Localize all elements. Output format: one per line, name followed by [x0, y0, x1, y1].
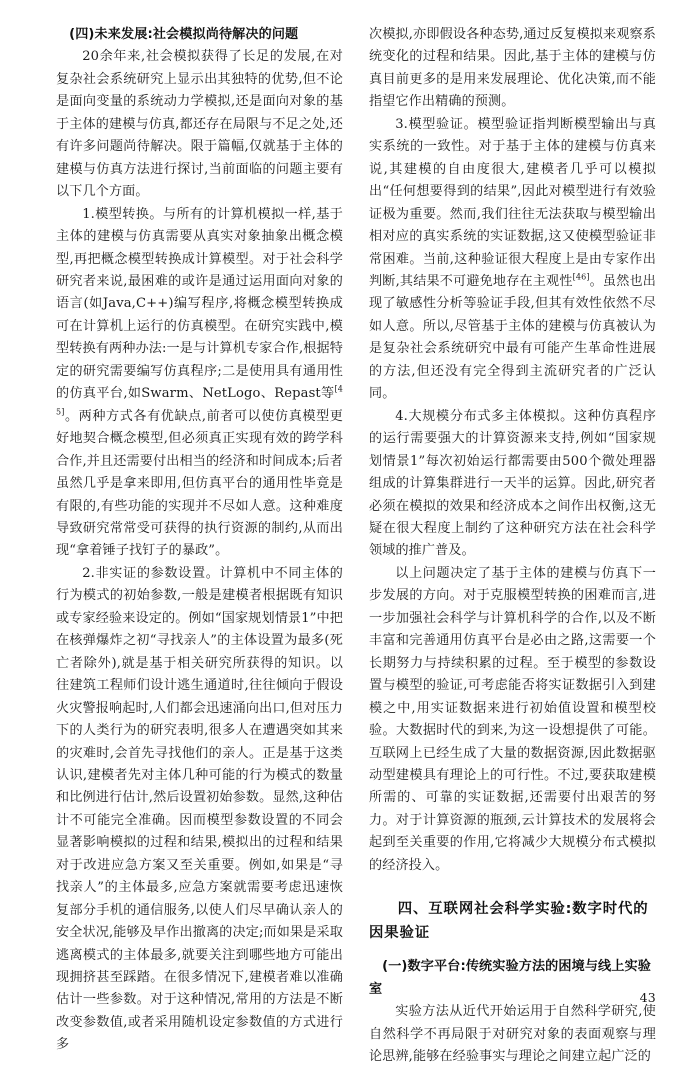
paragraph-future-directions: 以上问题决定了基于主体的建模与仿真下一步发展的方向。对于克服模型转换的困难而言,进一步加强社会科学与计算机科学的合作,以及不断丰富和完善通用仿真平台是必由之路,这需要一个长期努力与持续积累的过程。至于模型的参数设置与模型的验证,可考虑能否将实证数据引入到建模之中,用实证数据来进行初始值设置和模型校验。大数据时代的到来,为这一设想提供了可能。互联网上已经生成了大量的数据资源,因此数据驱动型建模具有理论上的可行性。不过,要获取建模所需的、可靠的实证数据,还需要付出艰苦的努力。对于计算资源的瓶颈,云计算技术的发展将会起到至关重要的作用,它将减少大规模分布式模拟的经济投入。 — [369, 565, 656, 873]
heading-section-four-internet-social-science-experiment: 四、互联网社会科学实验:数字时代的因果验证 — [369, 901, 649, 942]
reference-marker-45: [45] — [56, 384, 343, 417]
heading-spacer-below — [369, 945, 656, 956]
paragraph-non-empirical-parameters: 2.非实证的参数设置。计算机中不同主体的行为模式的初始参数,一般是建模者根据既有知识或专家经验来设定的。例如“国家规划情景1”中把在核弹爆炸之初“寻找亲人”的主体设置为最多(死亡者除外),就是基于相关研究所获得的知识。以往建筑工程师们设计逃生通道时,往往倾向于假设火灾警报响起时,人们都会迅速涌向出口,但对压力下的人类行为的研究表明,很多人在遭遇突如其来的灾难时,会首先寻找他们的亲人。正是基于这类认识,建模者先对主体几种可能的行为模式的数量和比例进行估计,然后设置初始参数。显然,这种估计不可能完全准确。因而模型参数设置的不同会显著影响模拟的过程和结果,模拟出的过程和结果对于改进应急方案又至关重要。例如,如果是“寻找亲人”的主体最多,应急方案就需要考虑迅速恢复部分手机的通信服务,以使人们尽早确认亲人的安全状况,能够及早作出撤离的决定;而如果是采取逃离模式的主体最多,就要关注到哪些地方可能出现拥挤甚至踩踏。在很多情况下,建模者难以准确估计一些参数。对于这种情况,常用的方法是不断改变参数值,或者采用随机设定参数值的方式进行多 — [56, 565, 343, 1053]
paragraph-experimental-method: 实验方法从近代开始运用于自然科学研究,使自然科学不再局限于对研究对象的表面观察与理论思辨,能够在经验事实与理论之间建立起广泛的 — [369, 1004, 656, 1065]
heading-spacer-above — [369, 877, 656, 897]
reference-marker-46: [46] — [572, 272, 590, 282]
paragraph-model-validation-tail: 。虽然也出现了敏感性分析等验证手段,但其有效性依然不尽如人意。所以,尽管基于主体的建模与仿真被认为是复杂社会系统研究中最有可能产生革命性进展的方法,但还没有完全得到主流研究者的广泛认同。 — [369, 273, 656, 402]
heading-section-four-future-development: (四)未来发展:社会模拟尚待解决的问题 — [69, 27, 299, 42]
paragraph-large-scale-distributed-simulation: 4.大规模分布式多主体模拟。这种仿真程序的运行需要强大的计算资源来支持,例如“国家规划情景1”每次初始运行都需要由500个微处理器组成的计算集群进行一天半的运算。因此,研究者必须在模拟的效果和经济成本之间作出权衡,这无疑在很大程度上制约了这种研究方法在社会科学领域的推广普及。 — [369, 408, 656, 559]
paragraph-model-validation-text: 3.模型验证。模型验证指判断模型输出与真实系统的一致性。对于基于主体的建模与仿真来说,其建模的自由度很大,建模者几乎可以模拟出“任何想要得到的结果”,因此对模型进行有效验证极为重要。然而,我们往往无法获取与模型输出相对应的真实系统的实证数据,这又使模型验证非常困难。当前,这种验证很大程度上是由专家作出判断,其结果不可避免地存在主观性 — [369, 116, 656, 289]
heading-subsection-digital-platform: (一)数字平台:传统实验方法的困境与线上实验室 — [369, 959, 651, 997]
paragraph-model-validation — [369, 114, 656, 406]
paragraph-model-conversion — [56, 204, 343, 563]
paragraph-intro: 20余年来,社会模拟获得了长足的发展,在对复杂社会系统研究上显示出其独特的优势,但不论是面向变量的系统动力学模拟,还是面向对象的基于主体的建模与仿真,都还存在局限与不足之处,还有许多问题尚待解决。限于篇幅,仅就基于主体的建模与仿真方法进行探讨,当前面临的问题主要有以下几个方面。 — [56, 49, 343, 200]
left-column — [56, 24, 343, 1053]
paragraph-model-conversion-tail: 。两种方式各有优缺点,前者可以使仿真模型更好地契合概念模型,但必须真正实现有效的跨学科合作,并且还需要付出相当的经济和时间成本;后者虽然几乎是拿来即用,但仿真平台的通用性毕竟是有限的,有些功能的实现并不尽如人意。这种难度导致研究常常受可获得的执行资源的制约,从而出现“拿着锤子找钉子的暴政”。 — [56, 408, 343, 559]
page-number: 43 — [639, 990, 656, 1005]
paragraph-model-conversion-text: 1.模型转换。与所有的计算机模拟一样,基于主体的建模与仿真需要从真实对象抽象出概念模型,再把概念模型转换成计算模型。对于社会科学研究者来说,最困难的或许是通过运用面向对象的语言(如Java,C++)编写程序,将概念模型转换成可在计算机上运行的仿真模型。在研究实践中,模型转换有两种办法:一是与计算机专家合作,根据特定的研究需要编写仿真程序;二是使用具有通用性的仿真平台,如Swarm、NetLogo、Repast等 — [56, 206, 343, 402]
paragraph-continuation-simulation: 次模拟,亦即假设各种态势,通过反复模拟来观察系统变化的过程和结果。因此,基于主体的建模与仿真目前更多的是用来发展理论、优化决策,而不能指望它作出精确的预测。 — [369, 27, 656, 110]
